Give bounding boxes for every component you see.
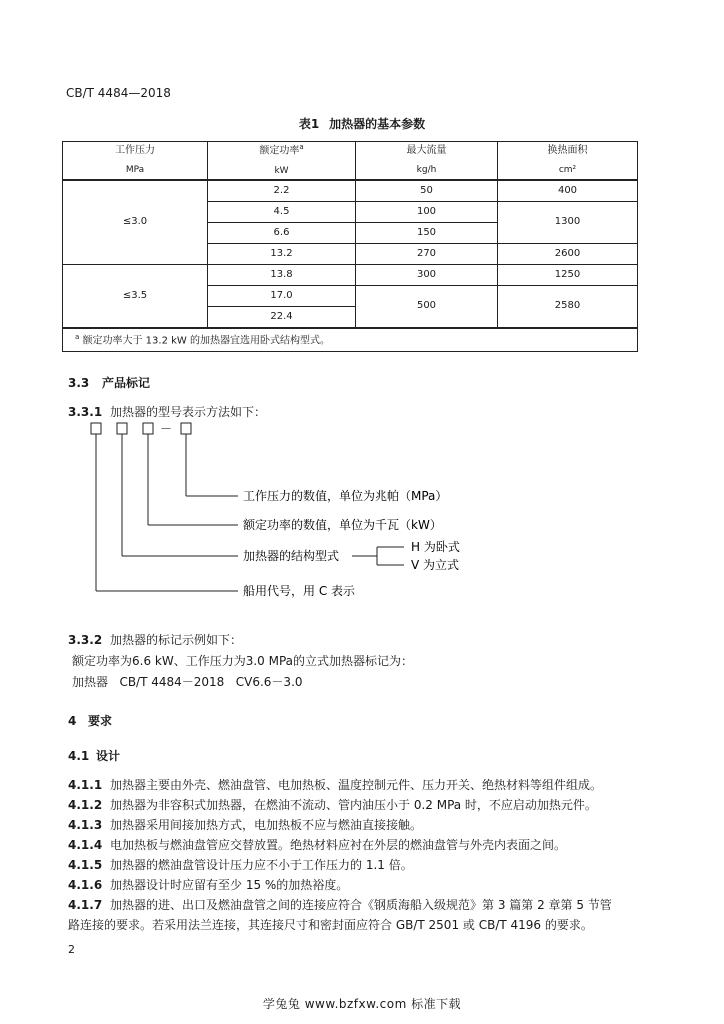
column-header: 最大流量 kg/h (356, 142, 498, 181)
marking-example-line1: 额定功率为6.6 kW、工作压力为3.0 MPa的立式加热器标记为： (72, 654, 414, 668)
clause-4-1-1: 4.1.1 加热器主要由外壳、燃油盘管、电加热板、温度控制元件、压力开关、绝热材料等组件组成。 (68, 778, 603, 792)
code-box-marine (91, 423, 101, 434)
flow-cell: 100 (356, 202, 498, 223)
label-power: 额定功率的数值，单位为千瓦（kW） (243, 518, 442, 532)
footer-watermark: 学兔兔 www.bzfxw.com 标准下载 (262, 997, 462, 1011)
column-header: 工作压力 MPa (63, 142, 208, 181)
clause-4-1-5: 4.1.5 加热器的燃油盘管设计压力应不小于工作压力的 1.1 倍。 (68, 858, 413, 872)
clause-4-1-7-continued: 路连接的要求。若采用法兰连接，其连接尺寸和密封面应符合 GB/T 2501 或 CB/T 4196 的要求。 (68, 918, 593, 932)
label-structure: 加热器的结构型式 (243, 549, 340, 563)
clause-4-1-3: 4.1.3 加热器采用间接加热方式，电加热板不应与燃油直接接触。 (68, 818, 423, 832)
power-cell: 2.2 (208, 180, 356, 202)
flow-cell: 50 (356, 180, 498, 202)
section-heading-4-1: 4.1 设计 (68, 749, 121, 763)
pressure-cell: ≤3.0 (63, 180, 208, 265)
label-pressure: 工作压力的数值，单位为兆帕（MPa） (243, 489, 448, 503)
marking-example-line2: 加热器 CB/T 4484－2018 CV6.6－3.0 (72, 675, 303, 689)
flow-cell: 500 (356, 286, 498, 329)
code-box-pressure (181, 423, 191, 434)
power-cell: 17.0 (208, 286, 356, 307)
flow-cell: 270 (356, 244, 498, 265)
flow-cell: 150 (356, 223, 498, 244)
clause-4-1-6: 4.1.6 加热器设计时应留有至少 15 %的加热裕度。 (68, 878, 349, 892)
table-caption-number: 表1 (298, 117, 320, 131)
power-cell: 22.4 (208, 307, 356, 329)
code-dash: － (160, 422, 173, 436)
area-cell: 2580 (498, 286, 638, 329)
area-cell: 1300 (498, 202, 638, 244)
clause-4-1-4: 4.1.4 电加热板与燃油盘管应交替放置。绝热材料应衬在外层的燃油盘管与外壳内表面之间。 (68, 838, 567, 852)
table-caption-title: 加热器的基本参数 (329, 117, 426, 131)
label-marine-code: 船用代号，用 C 表示 (243, 584, 356, 598)
standard-code: CB/T 4484—2018 (66, 86, 171, 100)
power-cell: 13.8 (208, 265, 356, 286)
option-vertical: V 为立式 (411, 558, 460, 572)
option-horizontal: H 为卧式 (411, 540, 460, 554)
area-cell: 1250 (498, 265, 638, 286)
page-number: 2 (68, 943, 75, 956)
code-box-power (143, 423, 153, 434)
section-heading-3-3: 3.3 产品标记 (68, 376, 151, 390)
section-heading-4: 4 要求 (68, 714, 113, 728)
clause-3-3-2: 3.3.2 加热器的标记示例如下： (68, 633, 243, 647)
power-cell: 6.6 (208, 223, 356, 244)
code-box-structure (117, 423, 127, 434)
clause-3-3-1: 3.3.1 加热器的型号表示方法如下： (68, 405, 267, 419)
power-cell: 4.5 (208, 202, 356, 223)
clause-4-1-7: 4.1.7 加热器的进、出口及燃油盘管之间的连接应符合《钢质海船入级规范》第 3 篇第 2 章第 5 节管 (68, 898, 612, 912)
pressure-cell: ≤3.5 (63, 265, 208, 329)
flow-cell: 300 (356, 265, 498, 286)
column-header: 额定功率$^a$ kW (208, 142, 356, 181)
clause-4-1-2: 4.1.2 加热器为非容积式加热器，在燃油不流动、管内油压小于 0.2 MPa 时，不应启动加热元件。 (68, 798, 597, 812)
area-cell: 2600 (498, 244, 638, 265)
area-cell: 400 (498, 180, 638, 202)
power-cell: 13.2 (208, 244, 356, 265)
column-header: 换热面积 cm² (498, 142, 638, 181)
table-note: $^a$ 额定功率大于 13.2 kW 的加热器宜选用卧式结构型式。 (63, 328, 638, 352)
